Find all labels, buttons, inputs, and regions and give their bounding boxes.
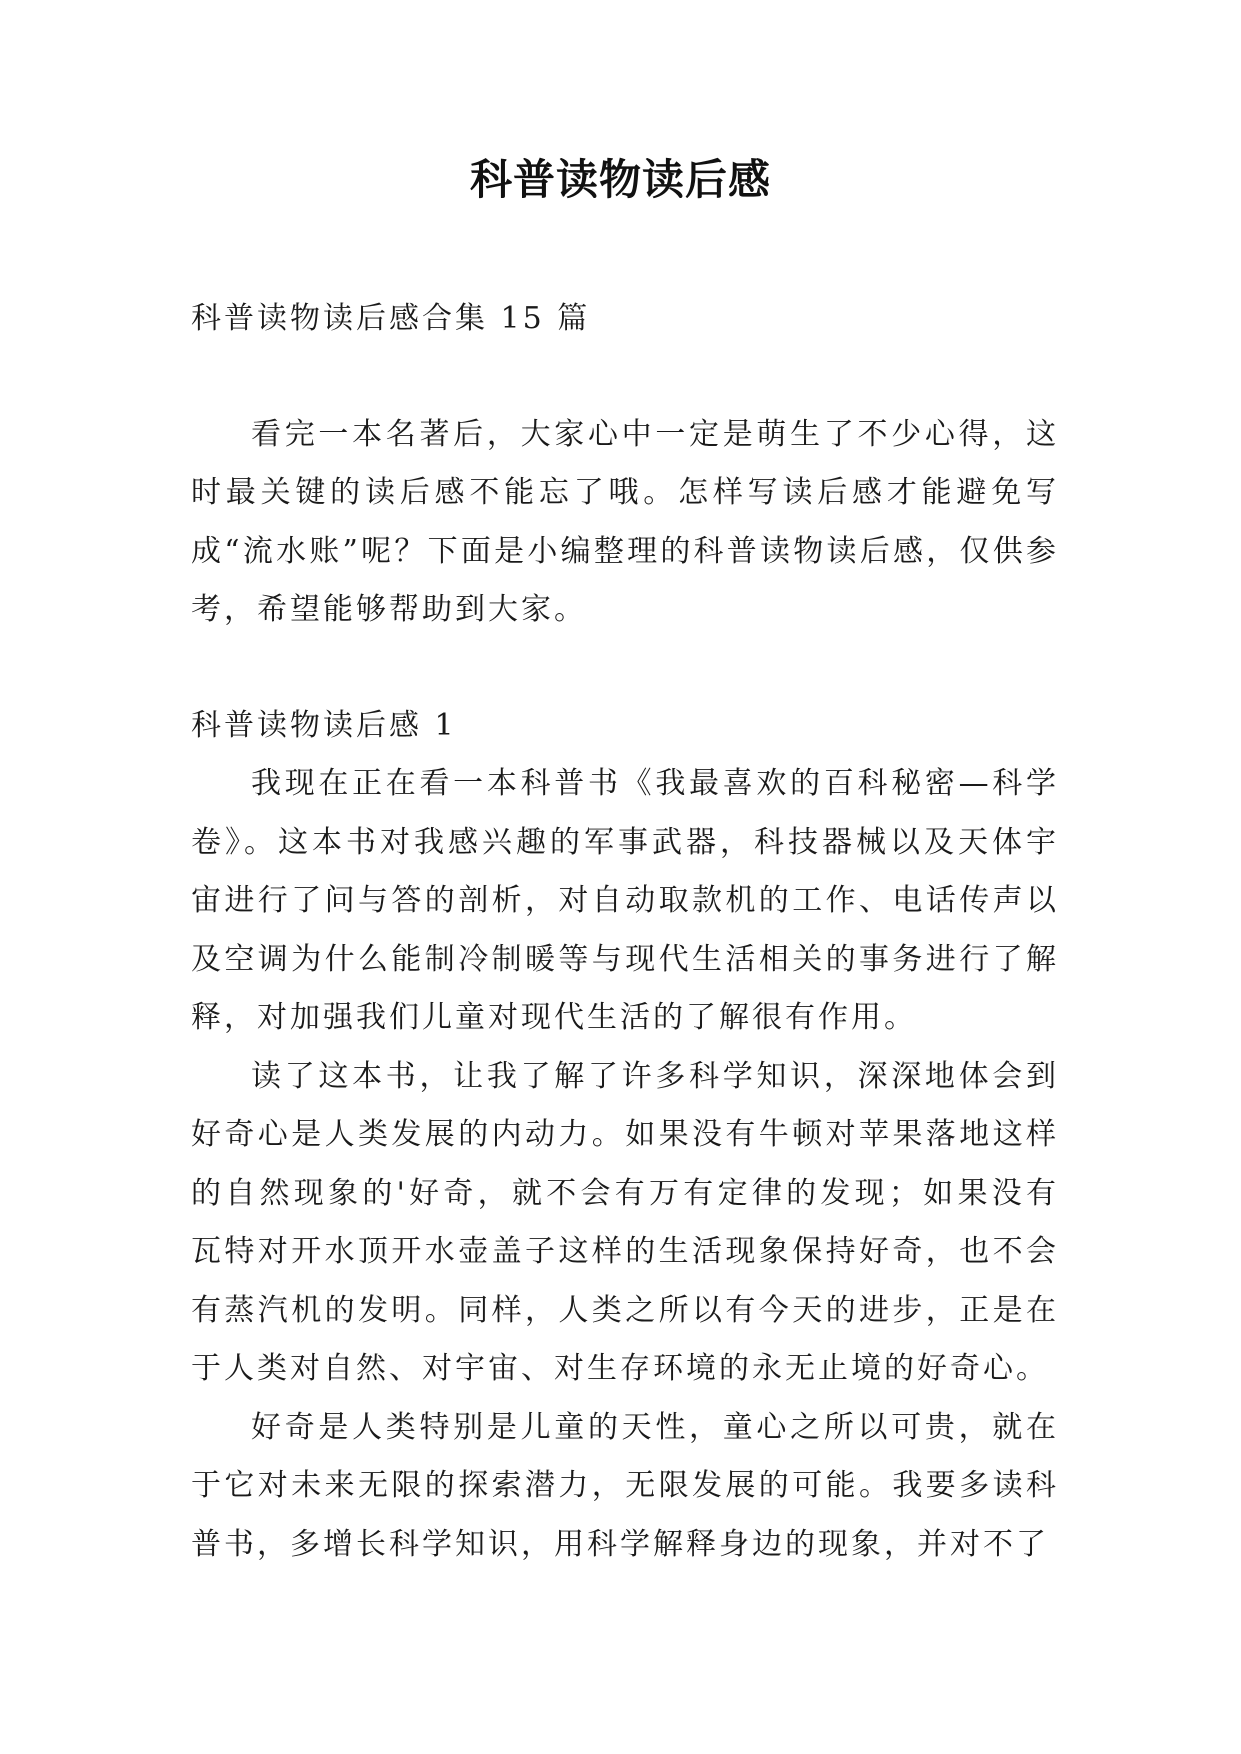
body-paragraph: 好奇是人类特别是儿童的天性，童心之所以可贵，就在于它对未来无限的探索潜力，无限发展的可能。我要多读科普书，多增长科学知识，用科学解释身边的现象，并对不了 bbox=[191, 1409, 1059, 1562]
document-subtitle: 科普读物读后感合集 15 篇 bbox=[191, 301, 591, 336]
section-heading: 科普读物读后感 1 bbox=[191, 707, 457, 743]
intro-paragraph: 看完一本名著后，大家心中一定是萌生了不少心得，这时最关键的读后感不能忘了哦。怎样写读后感才能避免写成“流水账”呢？下面是小编整理的科普读物读后感，仅供参考，希望能够帮助到大家。 bbox=[191, 416, 1059, 627]
body-paragraph: 读了这本书，让我了解了许多科学知识，深深地体会到好奇心是人类发展的内动力。如果没有牛顿对苹果落地这样的自然现象的'好奇，就不会有万有定律的发现；如果没有瓦特对开水顶开水壶盖子这样的生活现象保持好奇，也不会有蒸汽机的发明。同样，人类之所以有今天的进步，正是在于人类对自然、对宇宙、对生存环境的永无止境的好奇心。 bbox=[191, 1058, 1059, 1386]
body-paragraph: 我现在正在看一本科普书《我最喜欢的百科秘密—科学卷》。这本书对我感兴趣的军事武器，科技器械以及天体宇宙进行了问与答的剖析，对自动取款机的工作、电话传声以及空调为什么能制冷制暖等与现代生活相关的事务进行了解释，对加强我们儿童对现代生活的了解很有作用。 bbox=[191, 766, 1059, 1035]
document-body bbox=[191, 290, 1059, 1574]
document-title: 科普读物读后感 bbox=[469, 155, 771, 204]
